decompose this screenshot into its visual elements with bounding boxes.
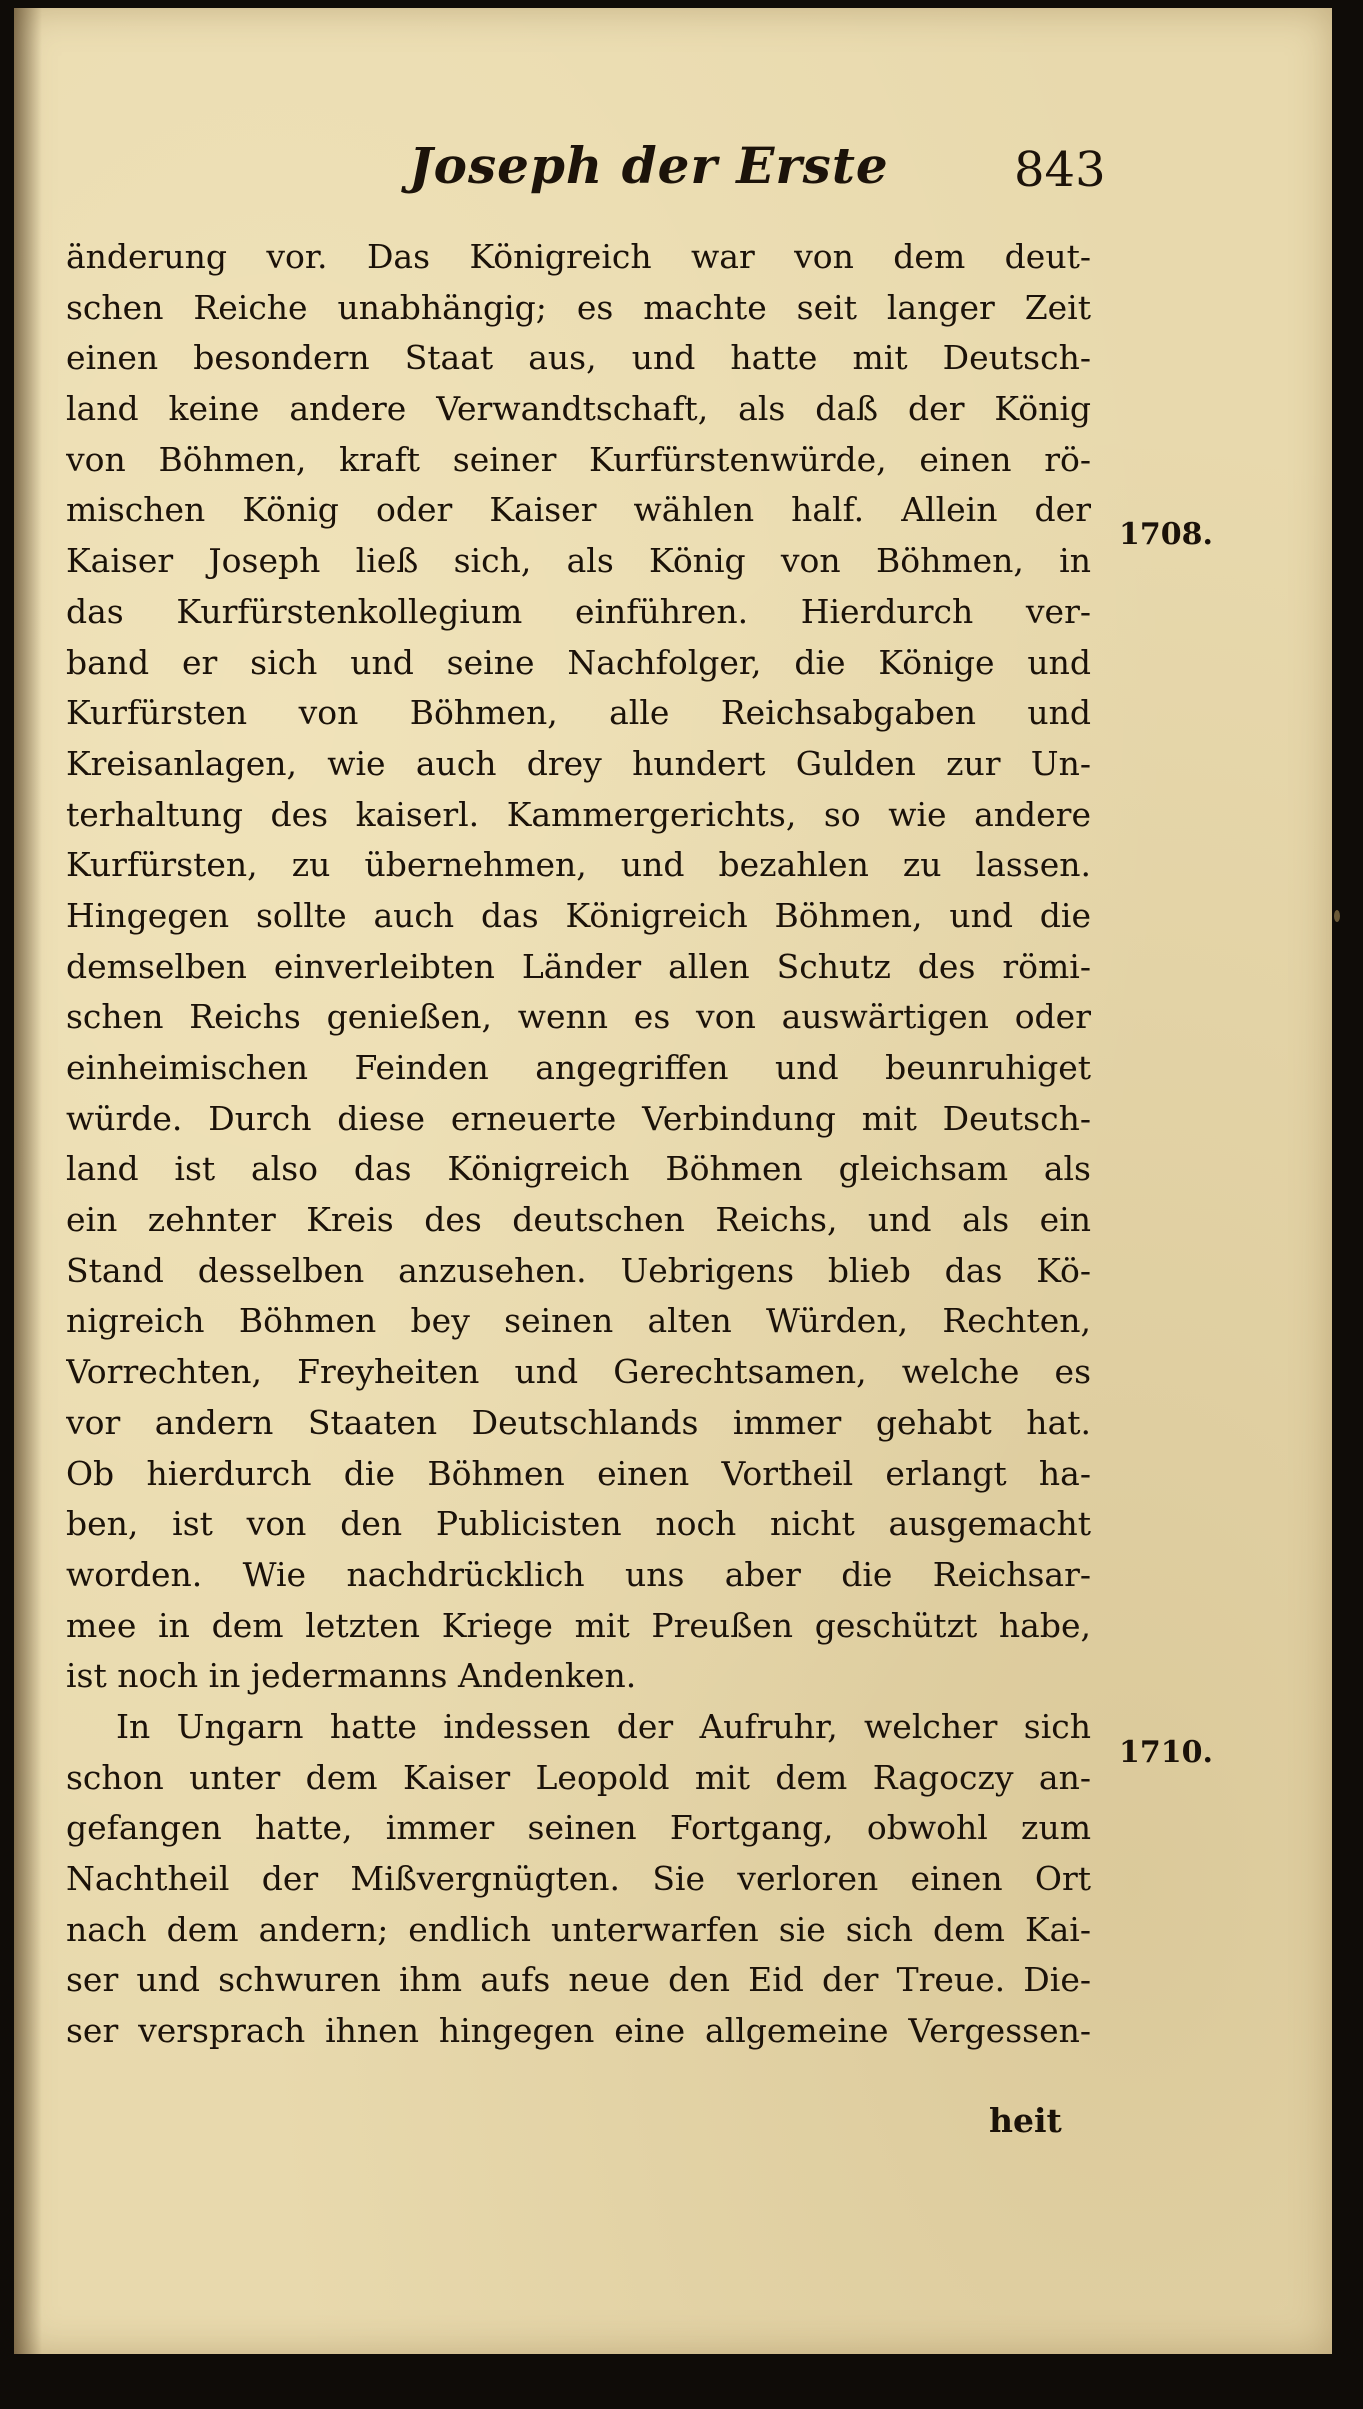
text-line: ser versprach ihnen hingegen eine allgemeine Vergessen-	[66, 2011, 1091, 2051]
text-line: nigreich Böhmen bey seinen alten Würden, Rechten,	[66, 1301, 1091, 1341]
paragraph-1	[66, 232, 1091, 1702]
text-line: ist noch in jedermanns Andenken.	[66, 1656, 637, 1696]
text-line: von Böhmen, kraft seiner Kurfürstenwürde, einen rö-	[66, 439, 1091, 479]
text-line: schen Reichs genießen, wenn es von auswärtigen oder	[66, 997, 1091, 1037]
book-page	[14, 8, 1332, 2354]
text-line: land keine andere Verwandtschaft, als daß der König	[66, 389, 1091, 429]
text-line: Kreisanlagen, wie auch drey hundert Gulden zur Un-	[66, 743, 1091, 783]
text-line: Vorrechten, Freyheiten und Gerechtsamen, welche es	[66, 1352, 1091, 1392]
text-line: einheimischen Feinden angegriffen und beunruhiget	[66, 1048, 1091, 1087]
text-line: ser und schwuren ihm aufs neue den Eid der Treue. Die-	[66, 1960, 1091, 2000]
text-line: demselben einverleibten Länder allen Schutz des römi-	[66, 946, 1091, 986]
text-line: gefangen hatte, immer seinen Fortgang, obwohl zum	[66, 1808, 1091, 1848]
text-line: Kaiser Joseph ließ sich, als König von Böhmen, in	[66, 541, 1091, 581]
text-line: änderung vor. Das Königreich war von dem deut-	[66, 237, 1091, 276]
margin-note-year-1708: 1708.	[1119, 517, 1213, 552]
catchword: heit	[989, 2101, 1062, 2140]
text-line: Kurfürsten von Böhmen, alle Reichsabgaben und	[66, 693, 1091, 733]
text-line: band er sich und seine Nachfolger, die Könige und	[66, 642, 1091, 682]
running-title: Joseph der Erste	[409, 136, 889, 195]
text-line: würde. Durch diese erneuerte Verbindung mit Deutsch-	[66, 1098, 1091, 1138]
text-line: nach dem andern; endlich unterwarfen sie sich dem Kai-	[66, 1909, 1091, 1949]
paragraph-2	[66, 1702, 1091, 2057]
spine-shadow	[14, 8, 42, 2354]
text-line: ein zehnter Kreis des deutschen Reichs, und als ein	[66, 1200, 1091, 1240]
text-line: Hingegen sollte auch das Königreich Böhmen, und die	[66, 895, 1091, 935]
text-line: schon unter dem Kaiser Leopold mit dem Ragoczy an-	[66, 1757, 1091, 1797]
text-line: Stand desselben anzusehen. Uebrigens blieb das Kö-	[66, 1250, 1091, 1290]
body-text	[66, 232, 1091, 2057]
text-line: vor andern Staaten Deutschlands immer gehabt hat.	[66, 1402, 1091, 1442]
text-line: In Ungarn hatte indessen der Aufruhr, welcher sich	[116, 1706, 1091, 1746]
text-line: einen besondern Staat aus, und hatte mit Deutsch-	[66, 338, 1091, 378]
text-line: terhaltung des kaiserl. Kammergerichts, so wie andere	[66, 794, 1091, 834]
text-line: ben, ist von den Publicisten noch nicht ausgemacht	[66, 1504, 1091, 1544]
text-line: Kurfürsten, zu übernehmen, und bezahlen zu lassen.	[66, 845, 1091, 885]
text-line: das Kurfürstenkollegium einführen. Hierdurch ver-	[66, 591, 1091, 631]
text-line: mee in dem letzten Kriege mit Preußen geschützt habe,	[66, 1605, 1091, 1645]
text-line: worden. Wie nachdrücklich uns aber die Reichsar-	[66, 1554, 1091, 1594]
paper-speck	[1334, 910, 1340, 922]
text-line: Ob hierdurch die Böhmen einen Vortheil erlangt ha-	[66, 1453, 1091, 1493]
text-line: land ist also das Königreich Böhmen gleichsam als	[66, 1149, 1091, 1189]
page-number: 843	[1014, 142, 1106, 198]
text-line: Nachtheil der Mißvergnügten. Sie verloren einen Ort	[66, 1859, 1091, 1898]
text-line: schen Reiche unabhängig; es machte seit langer Zeit	[66, 287, 1091, 327]
text-line: mischen König oder Kaiser wählen half. Allein der	[66, 490, 1091, 530]
margin-note-year-1710: 1710.	[1119, 1735, 1213, 1770]
